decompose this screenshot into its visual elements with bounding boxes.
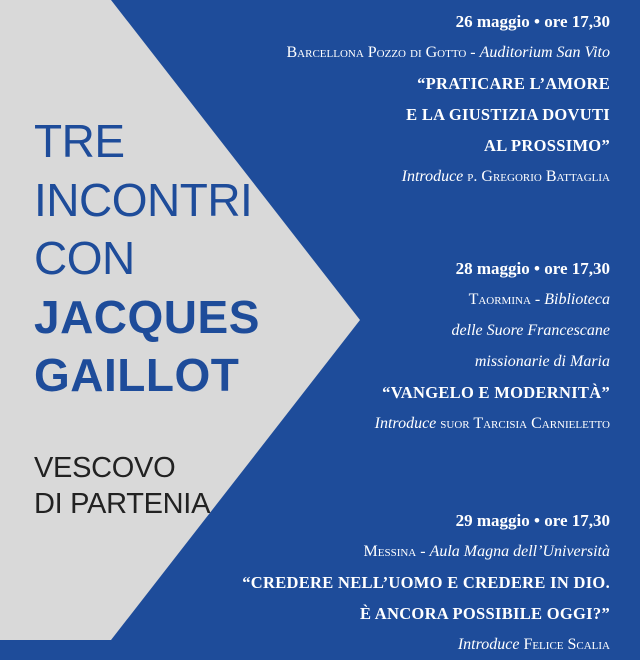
event-venue-line-2: delle Suore Francescane: [451, 322, 610, 339]
event-intro-word: Introduce: [374, 415, 437, 432]
event-venue: Aula Magna dell’Università: [429, 543, 610, 560]
event-title-line: E LA GIUSTIZIA DOVUTI: [406, 105, 610, 124]
event-2: [170, 253, 610, 439]
title-line-3: CON: [34, 232, 135, 284]
subtitle-line-2: DI PARTENIA: [34, 488, 211, 520]
event-title-line: AL PROSSIMO”: [484, 136, 610, 155]
event-intro-word: Introduce: [457, 636, 520, 653]
event-venue: Auditorium San Vito: [479, 44, 610, 61]
event-venue-line-3: missionarie di Maria: [474, 353, 610, 370]
event-intro: [170, 408, 610, 439]
event-venue: Biblioteca: [544, 291, 610, 308]
event-title-line: “CREDERE NELL’UOMO E CREDERE IN DIO.: [242, 573, 610, 592]
event-intro-name: p. Gregorio Battaglia: [463, 168, 610, 185]
event-place-separator: -: [416, 543, 430, 560]
event-title-line: “PRATICARE L’AMORE: [417, 74, 610, 93]
subtitle-line-1: VESCOVO: [34, 452, 176, 484]
event-place: [170, 536, 610, 567]
title-line-4: JACQUES: [34, 290, 260, 343]
event-city: Barcellona Pozzo di Gotto: [286, 44, 467, 61]
event-date: 29 maggio • ore 17,30: [455, 511, 610, 530]
event-date: 28 maggio • ore 17,30: [455, 259, 610, 278]
event-title-line: È ANCORA POSSIBILE OGGI?”: [359, 604, 610, 623]
event-date: 26 maggio • ore 17,30: [455, 12, 610, 31]
event-place-separator: -: [466, 44, 480, 61]
event-city: Messina: [363, 543, 417, 560]
title-line-5: GAILLOT: [34, 349, 240, 401]
title-line-2: INCONTRI: [34, 173, 253, 226]
event-place-separator: -: [530, 291, 545, 308]
event-place: [170, 37, 610, 68]
event-1: [170, 6, 610, 192]
event-intro: [170, 629, 610, 660]
event-title-line: “VANGELO E MODERNITÀ”: [382, 383, 610, 402]
event-intro-name: suor Tarcisia Carnieletto: [436, 415, 610, 432]
event-intro-word: Introduce: [401, 168, 464, 185]
event-3: [170, 505, 610, 660]
event-city: Taormina: [468, 291, 531, 308]
event-place: [170, 284, 610, 315]
title-line-1: TRE: [34, 115, 125, 167]
event-intro: [170, 161, 610, 192]
event-intro-name: Felice Scalia: [519, 636, 610, 653]
